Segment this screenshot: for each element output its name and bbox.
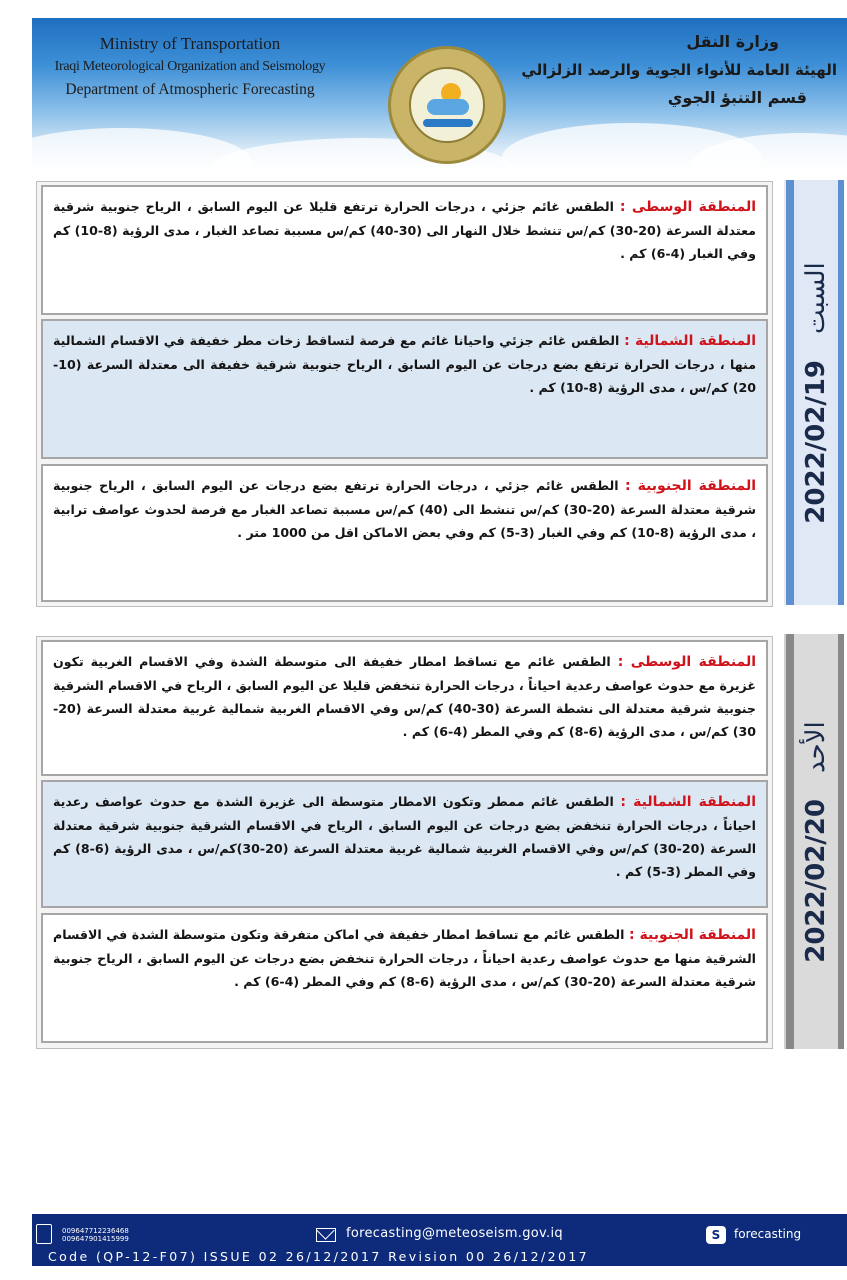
phone-number: 009647712236468 — [62, 1227, 129, 1235]
region-forecast-north — [41, 319, 768, 459]
page-footer — [32, 1214, 847, 1266]
english-header-text — [40, 32, 340, 101]
department-name-ar: قسم التنبؤ الجوي — [667, 88, 807, 107]
skype-icon: S — [706, 1226, 726, 1244]
organization-logo — [388, 46, 506, 164]
forecast-date: 2022/02/20 — [801, 798, 831, 963]
phone-icon — [36, 1224, 52, 1244]
forecast-date: 2022/02/19 — [801, 359, 831, 524]
region-forecast-north — [41, 780, 768, 908]
organization-name-ar: الهيئة العامة للأنواء الجوية والرصد الزلزالي — [521, 61, 837, 79]
weather-emblem-icon — [409, 67, 485, 143]
region-title: المنطقة الوسطى : — [619, 199, 757, 215]
region-forecast-central — [41, 185, 768, 315]
region-title: المنطقة الشمالية : — [620, 794, 756, 810]
day-date-sidebar — [784, 634, 844, 1049]
page-header — [32, 18, 847, 174]
arabic-header-text — [507, 28, 837, 112]
region-text: الطقس غائم جزئي ، درجات الحرارة ترتفع قليلا عن اليوم السابق ، الرياح جنوبية شرقية معتدلة السرعة (20-30) كم/س تنشط خلال النهار الى (30-40) كم/س مسببة تصاعد الغبار ، مدى الرؤية (8-10) كم وفي الغبار (4-6) كم . — [53, 199, 756, 261]
forecast-day-name: الأحد — [801, 720, 831, 773]
department-name-en: Department of Atmospheric Forecasting — [65, 81, 315, 98]
phone-number: 009647901415999 — [62, 1235, 129, 1243]
region-title: المنطقة الوسطى : — [617, 654, 757, 670]
region-text: الطقس غائم ممطر وتكون الامطار متوسطة الى غزيرة الشدة مع حدوث عواصف رعدية احياناً ، درجات الحرارة تنخفض بضع درجات عن اليوم السابق ، الرياح في الاقسام الشرقية جنوبية شرقية معتدلة السرعة (20-30) كم/س وفي الاقسام الغربية شمالية غربية معتدلة السرعة (20-30)كم/س ، مدى الرؤية (6-8) كم وفي المطر (3-5) كم . — [53, 794, 757, 879]
contact-email: forecasting@meteoseism.gov.iq — [346, 1226, 563, 1241]
ministry-name-en: Ministry of Transportation — [99, 34, 281, 53]
region-forecast-central — [41, 640, 768, 776]
region-forecast-south — [41, 464, 768, 602]
region-text: الطقس غائم جزئي واحيانا غائم مع فرصة لتساقط زخات مطر خفيفة في الاقسام الشمالية منها ، درجات الحرارة ترتفع بضع درجات عن اليوم السابق ، الرياح جنوبية شرقية خفيفة الى معتدلة السرعة (10-20) كم/س ، مدى الرؤية (8-10) كم . — [53, 333, 756, 395]
region-title: المنطقة الشمالية : — [624, 333, 756, 349]
document-code-line: Code (QP-12-F07) ISSUE 02 26/12/2017 Revision 00 26/12/2017 — [48, 1249, 590, 1264]
region-text: الطقس غائم مع تساقط امطار خفيفة في اماكن متفرقة وتكون متوسطة الشدة في الاقسام الشرقية منها مع حدوث عواصف رعدية احياناً ، درجات الحرارة تنخفض بضع درجات عن اليوم السابق ، الرياح جنوبية شرقية معتدلة السرعة (20-30) كم/س ، مدى الرؤية (6-8) كم وفي المطر (4-6) كم . — [53, 927, 756, 989]
skype-handle: forecasting — [734, 1227, 802, 1241]
day-forecast-block — [36, 636, 773, 1049]
region-title: المنطقة الجنوبية : — [628, 927, 756, 943]
day-date-sidebar — [784, 180, 844, 605]
region-text: الطقس غائم جزئي ، درجات الحرارة ترتفع بضع درجات عن اليوم السابق ، الرياح جنوبية شرقية معتدلة السرعة (20-30) كم/س تنشط الى (40) كم/س مسببة تصاعد الغبار مع فرصة لحدوث عواصف ترابية ، مدى الرؤية (8-10) كم وفي الغبار (3-5) كم وفي بعض الاماكن اقل من 1000 متر . — [53, 478, 756, 540]
mail-icon — [316, 1228, 336, 1242]
region-text: الطقس غائم مع تساقط امطار خفيفة الى متوسطة الشدة وفي الاقسام الغربية تكون غزيرة مع حدوث عواصف رعدية احياناً ، درجات الحرارة تنخفض قليلا عن اليوم السابق ، الرياح في الاقسام الشرقية جنوبية شرقية معتدلة الى نشطة السرعة (30-40) كم/س وفي الاقسام الغربية شمالية غربية معتدلة السرعة (20-30) كم/س ، مدى الرؤية (6-8) كم وفي المطر (4-6) كم . — [53, 654, 756, 739]
forecast-day-name: السبت — [801, 261, 831, 334]
day-forecast-block — [36, 181, 773, 607]
region-forecast-south — [41, 913, 768, 1043]
region-title: المنطقة الجنوبية : — [625, 478, 757, 494]
phone-numbers — [62, 1227, 129, 1243]
organization-name-en: Iraqi Meteorological Organization and Seismology — [54, 59, 326, 74]
ministry-name-ar: وزارة النقل — [686, 32, 779, 51]
